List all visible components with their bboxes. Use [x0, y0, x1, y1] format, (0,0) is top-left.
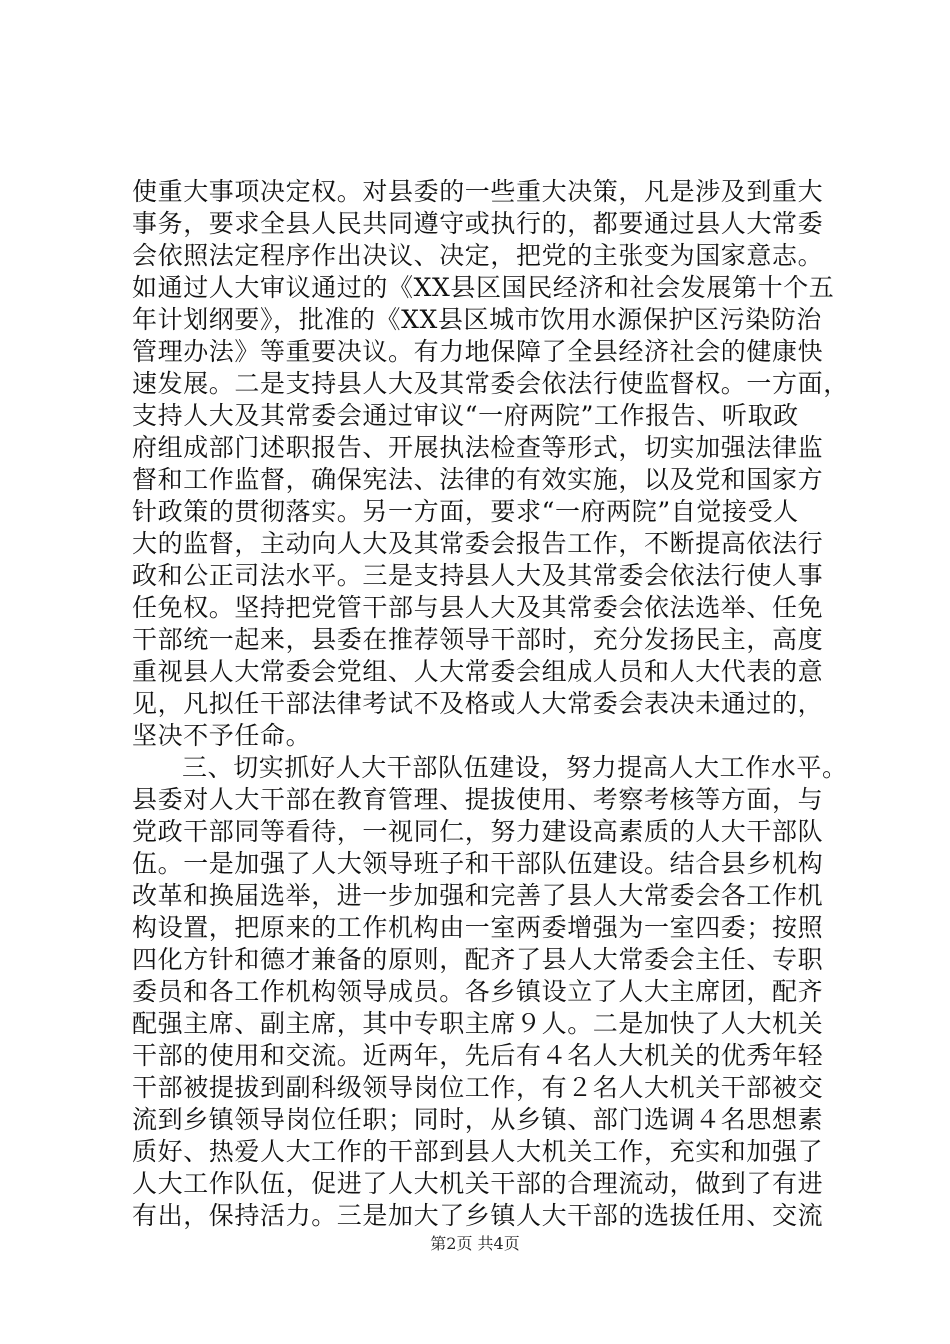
text-line: 配强主席、副主席，其中专职主席９人。二是加快了人大机关 — [132, 1009, 824, 1038]
text-line: 县委对人大干部在教育管理、提拔使用、考察考核等方面，与 — [132, 785, 824, 814]
text-line: 见，凡拟任干部法律考试不及格或人大常委会表决未通过的， — [132, 689, 824, 718]
text-line: 会依照法定程序作出决议、决定，把党的主张变为国家意志。 — [132, 241, 824, 270]
text-line: 使重大事项决定权。对县委的一些重大决策，凡是涉及到重大 — [132, 177, 824, 206]
text-line: 管理办法》等重要决议。有力地保障了全县经济社会的健康快 — [132, 337, 824, 366]
text-line: 委员和各工作机构领导成员。各乡镇设立了人大主席团，配齐 — [132, 977, 824, 1006]
text-line: 坚决不予任命。 — [132, 721, 312, 750]
text-line: 支持人大及其常委会通过审议“一府两院”工作报告、听取政 — [132, 401, 799, 430]
paragraph-start-line: 三、切实抓好人大干部队伍建设，努力提高人大工作水平。 — [182, 753, 848, 782]
page-footer — [0, 1234, 950, 1254]
text-line: 构设置，把原来的工作机构由一室两委增强为一室四委；按照 — [132, 913, 824, 942]
page-number: 第2页 共4页 — [430, 1234, 520, 1253]
text-line: 速发展。二是支持县人大及其常委会依法行使监督权。一方面， — [132, 369, 849, 398]
text-line: 流到乡镇领导岗位任职；同时，从乡镇、部门选调４名思想素 — [132, 1105, 824, 1134]
text-line: 针政策的贯彻落实。另一方面，要求“一府两院”自觉接受人 — [132, 497, 799, 526]
text-line: 督和工作监督，确保宪法、法律的有效实施，以及党和国家方 — [132, 465, 824, 494]
text-line: 年计划纲要》，批准的《XX县区城市饮用水源保护区污染防治 — [132, 305, 822, 334]
body-text — [132, 176, 849, 1232]
text-line: 重视县人大常委会党组、人大常委会组成人员和人大代表的意 — [132, 657, 824, 686]
text-line: 如通过人大审议通过的《XX县区国民经济和社会发展第十个五 — [132, 273, 835, 302]
text-line: 政和公正司法水平。三是支持县人大及其常委会依法行使人事 — [132, 561, 824, 590]
text-line: 改革和换届选举，进一步加强和完善了县人大常委会各工作机 — [132, 881, 824, 910]
text-line: 四化方针和德才兼备的原则，配齐了县人大常委会主任、专职 — [132, 945, 824, 974]
text-line: 伍。一是加强了人大领导班子和干部队伍建设。结合县乡机构 — [132, 849, 824, 878]
text-line: 干部被提拔到副科级领导岗位工作，有２名人大机关干部被交 — [132, 1073, 824, 1102]
text-line: 府组成部门述职报告、开展执法检查等形式，切实加强法律监 — [132, 433, 824, 462]
text-line: 干部统一起来，县委在推荐领导干部时，充分发扬民主，高度 — [132, 625, 824, 654]
text-line: 干部的使用和交流。近两年，先后有４名人大机关的优秀年轻 — [132, 1041, 824, 1070]
text-line: 质好、热爱人大工作的干部到县人大机关工作，充实和加强了 — [132, 1137, 824, 1166]
text-line: 事务，要求全县人民共同遵守或执行的，都要通过县人大常委 — [132, 209, 824, 238]
text-line: 有出，保持活力。三是加大了乡镇人大干部的选拔任用、交流 — [132, 1201, 824, 1230]
text-line: 人大工作队伍，促进了人大机关干部的合理流动，做到了有进 — [132, 1169, 824, 1198]
text-line: 大的监督，主动向人大及其常委会报告工作，不断提高依法行 — [132, 529, 824, 558]
text-line: 任免权。坚持把党管干部与县人大及其常委会依法选举、任免 — [132, 593, 824, 622]
text-line: 党政干部同等看待，一视同仁，努力建设高素质的人大干部队 — [132, 817, 824, 846]
